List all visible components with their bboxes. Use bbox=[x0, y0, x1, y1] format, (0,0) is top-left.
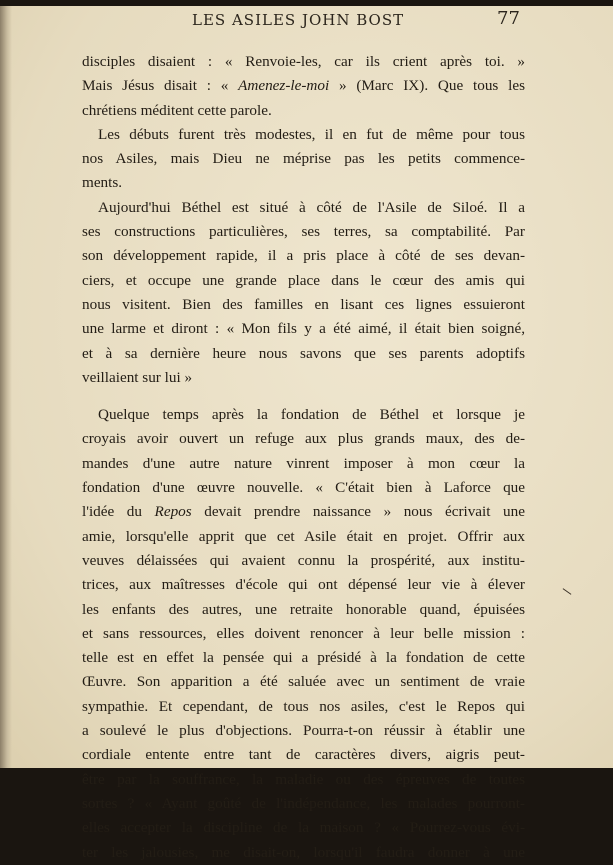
text-line: nous visitent. Bien des familles en lisant ces lignes essuieront bbox=[82, 295, 525, 313]
text-line: son développement rapide, il a pris place à côté de ses devan- bbox=[82, 247, 525, 265]
text-line: veillaient sur lui » bbox=[82, 368, 193, 386]
text-line: a soulevé le plus d'objections. Pourra-t-on réussir à établir une bbox=[82, 722, 525, 740]
paragraph-4 bbox=[82, 403, 525, 865]
page-gutter-shadow bbox=[0, 6, 12, 768]
paragraph-1 bbox=[82, 50, 525, 123]
book-page bbox=[0, 6, 613, 861]
text-line: et sans ressources, elles doivent renoncer à leur belle mission : bbox=[82, 624, 525, 642]
text-line: être par la souffrance, la maladie ou des épreuves de toutes bbox=[82, 770, 525, 788]
text-line: une larme et diront : « Mon fils y a été aimé, il était bien soigné, bbox=[82, 320, 525, 338]
text-line: elles accepter la discipline de la maison ? « Pourrez-vous évi- bbox=[82, 819, 525, 837]
text-line: ses constructions particulières, ses terres, sa comptabilité. Par bbox=[82, 223, 525, 241]
page-body bbox=[82, 50, 525, 865]
text-line: telle est en effet la pensée qui a présidé à la fondation de cette bbox=[82, 649, 525, 667]
text-line: cordiale entente entre tant de caractères divers, aigris peut- bbox=[82, 746, 525, 764]
text-line: veuves délaissées qui avaient connu la prospérité, aux institu- bbox=[82, 551, 525, 569]
text-line: Les débuts furent très modestes, il en fut de même pour tous bbox=[98, 125, 525, 143]
text-line bbox=[82, 74, 525, 98]
text-run: devait prendre naissance » nous écrivait une bbox=[191, 503, 525, 521]
text-line: ciers, et occupe une grande place dans le cœur des amis qui bbox=[82, 271, 525, 289]
text-line: mandes d'une autre nature vinrent imposer à mon cœur la bbox=[82, 454, 525, 472]
page-number: 77 bbox=[497, 8, 520, 29]
text-line: Quelque temps après la fondation de Béthel et lorsque je bbox=[98, 406, 525, 424]
text-line: amie, lorsqu'elle apprit que cet Asile était en projet. Offrir aux bbox=[82, 527, 525, 545]
italic-title: Repos bbox=[154, 503, 192, 521]
text-run: Mais Jésus disait : « bbox=[82, 77, 239, 95]
text-line: et à sa dernière heure nous savons que ses parents adoptifs bbox=[82, 344, 525, 362]
paragraph-spacer bbox=[82, 390, 525, 403]
text-line: disciples disaient : « Renvoie-les, car ils crient après toi. » bbox=[82, 53, 525, 70]
text-line: sympathie. Et cependant, de tous nos asiles, c'est le Repos qui bbox=[82, 697, 525, 715]
paragraph-2 bbox=[82, 123, 525, 196]
italic-quote: Amenez-le-moi bbox=[238, 77, 330, 95]
text-line: nos Asiles, mais Dieu ne méprise pas les petits commence- bbox=[82, 150, 525, 168]
text-line: croyais avoir ouvert un refuge aux plus grands maux, des de- bbox=[82, 430, 525, 448]
paragraph-3 bbox=[82, 196, 525, 390]
text-run: » (Marc IX). Que tous les bbox=[329, 77, 525, 95]
text-line: fondation d'une œuvre nouvelle. « C'était bien à Laforce que bbox=[82, 479, 525, 497]
text-line: les enfants des autres, une retraite honorable quand, épuisées bbox=[82, 600, 525, 618]
text-run: l'idée du bbox=[82, 503, 155, 521]
page-header bbox=[0, 8, 613, 36]
text-line: Aujourd'hui Béthel est situé à côté de l'Asile de Siloé. Il a bbox=[98, 198, 525, 216]
text-line: ter les jalousies, me disait-on, lorsqu'il faudra donner à une bbox=[82, 843, 525, 861]
text-line: sortes ? « Ayant goûté de l'indépendance, les malades pourront- bbox=[82, 794, 525, 812]
margin-pencil-mark bbox=[563, 588, 572, 595]
text-line: Œuvre. Son apparition a été saluée avec un sentiment de vraie bbox=[82, 673, 525, 691]
text-line: trices, aux maîtresses d'école qui ont dépensé leur vie à élever bbox=[82, 576, 525, 594]
running-head: LES ASILES JOHN BOST bbox=[192, 11, 405, 29]
text-line bbox=[82, 500, 525, 524]
text-line: chrétiens méditent cette parole. bbox=[82, 101, 272, 119]
text-line: ments. bbox=[82, 174, 123, 192]
